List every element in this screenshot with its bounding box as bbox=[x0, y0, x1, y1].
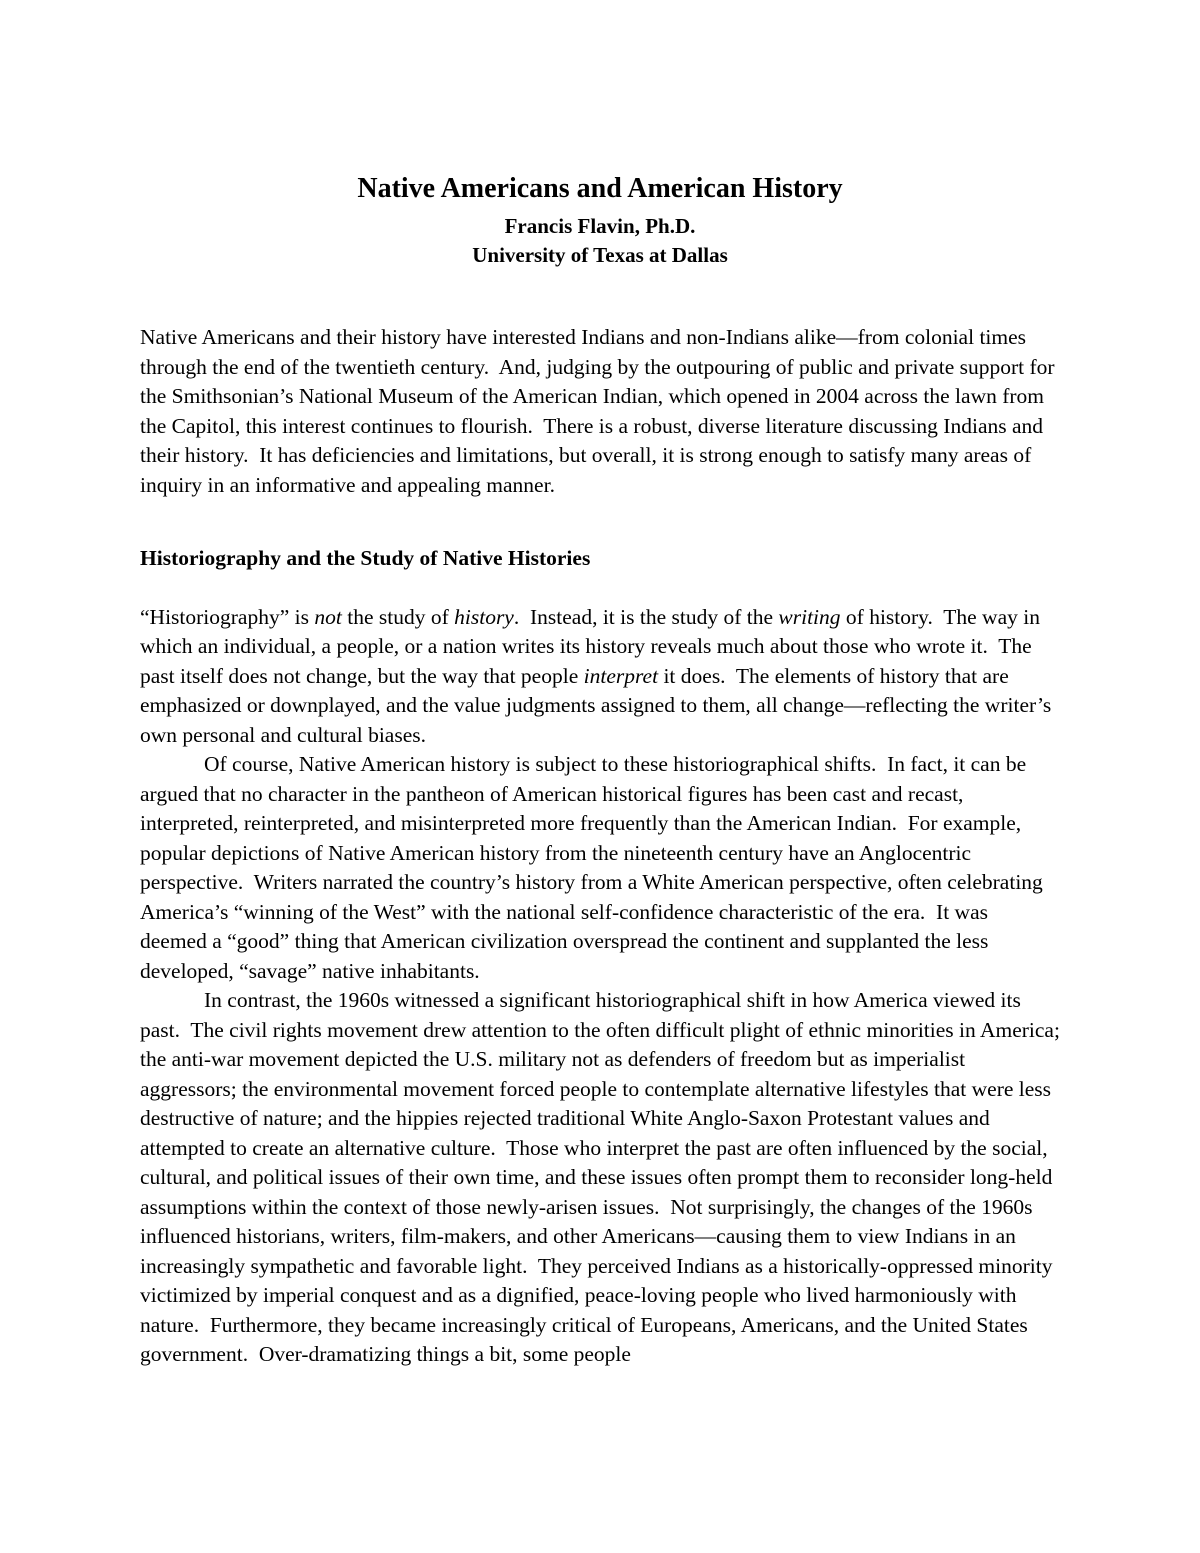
text-run: . Instead, it is the study of the bbox=[513, 604, 779, 629]
body-paragraph bbox=[140, 603, 1060, 751]
author-affiliation: University of Texas at Dallas bbox=[472, 243, 728, 267]
italic-text-run: history bbox=[454, 604, 514, 629]
text-run: Of course, Native American history is subject to these historiographical shifts. In fact, it can be argued that no character in the pantheon of American historical figures has been cast and recast, interpreted, reinterpreted, and misinterpreted more frequently than the American Indian. For example, popular depictions of Native American history from the nineteenth century have an Anglocentric perspective. Writers narrated the country’s history from a White American perspective, often celebrating America’s “winning of the West” with the national self-confidence characteristic of the era. It was deemed a “good” thing that American civilization overspread the continent and supplanted the less developed, “savage” native inhabitants. bbox=[140, 752, 1047, 983]
body-paragraph bbox=[140, 750, 1060, 986]
italic-text-run: not bbox=[314, 604, 342, 629]
section-paragraphs bbox=[140, 603, 1066, 1370]
author-byline: Francis Flavin, Ph.D. bbox=[504, 214, 696, 238]
section-heading: Historiography and the Study of Native Histories bbox=[140, 546, 591, 570]
document-header bbox=[140, 172, 1060, 269]
body-paragraph bbox=[140, 986, 1066, 1370]
intro-paragraph: Native Americans and their history have interested Indians and non-Indians alike—from colonial times through the end of the twentieth century. And, judging by the outpouring of public and private support for the Smithsonian’s National Museum of the American Indian, which opened in 2004 across the lawn from the Capitol, this interest continues to flourish. There is a robust, diverse literature discussing Indians and their history. It has deficiencies and limitations, but overall, it is strong enough to satisfy many areas of inquiry in an informative and appealing manner. bbox=[140, 325, 1060, 497]
italic-text-run: writing bbox=[778, 604, 841, 629]
text-run: In contrast, the 1960s witnessed a significant historiographical shift in how America viewed its past. The civil rights movement drew attention to the often difficult plight of ethnic minorities in America; the anti-war movement depicted the U.S. military not as defenders of freedom but as imperialist aggressors; the environmental movement forced people to contemplate alternative lifestyles that were less destructive of nature; and the hippies rejected traditional White Anglo-Saxon Protestant values and attempted to create an alternative culture. Those who interpret the past are often influenced by the social, cultural, and political issues of their own time, and these issues often prompt them to reconsider long-held assumptions within the context of those newly-arisen issues. Not surprisingly, the changes of the 1960s influenced historians, writers, film-makers, and other Americans—causing them to view Indians in an increasingly sympathetic and favorable light. They perceived Indians as a historically-oppressed minority victimized by imperial conquest and as a dignified, peace-loving people who lived harmoniously with nature. Furthermore, they became increasingly critical of Europeans, Americans, and the United States government. Over-dramatizing things a bit, some people bbox=[140, 988, 1066, 1366]
document-title: Native Americans and American History bbox=[357, 173, 843, 204]
text-run: “Historiography” is bbox=[140, 604, 315, 629]
document-body bbox=[140, 323, 1066, 1370]
text-run: of history. The way in which an individual, a people, or a nation writes its history reveals much about those who wrote it. The past itself does not change, but the way that people bbox=[140, 604, 1046, 688]
text-run: the study of bbox=[341, 604, 455, 629]
italic-text-run: interpret bbox=[583, 663, 659, 688]
text-run: it does. The elements of history that are emphasized or downplayed, and the value judgments assigned to them, all change—reflecting the writer’s own personal and cultural biases. bbox=[140, 663, 1057, 747]
